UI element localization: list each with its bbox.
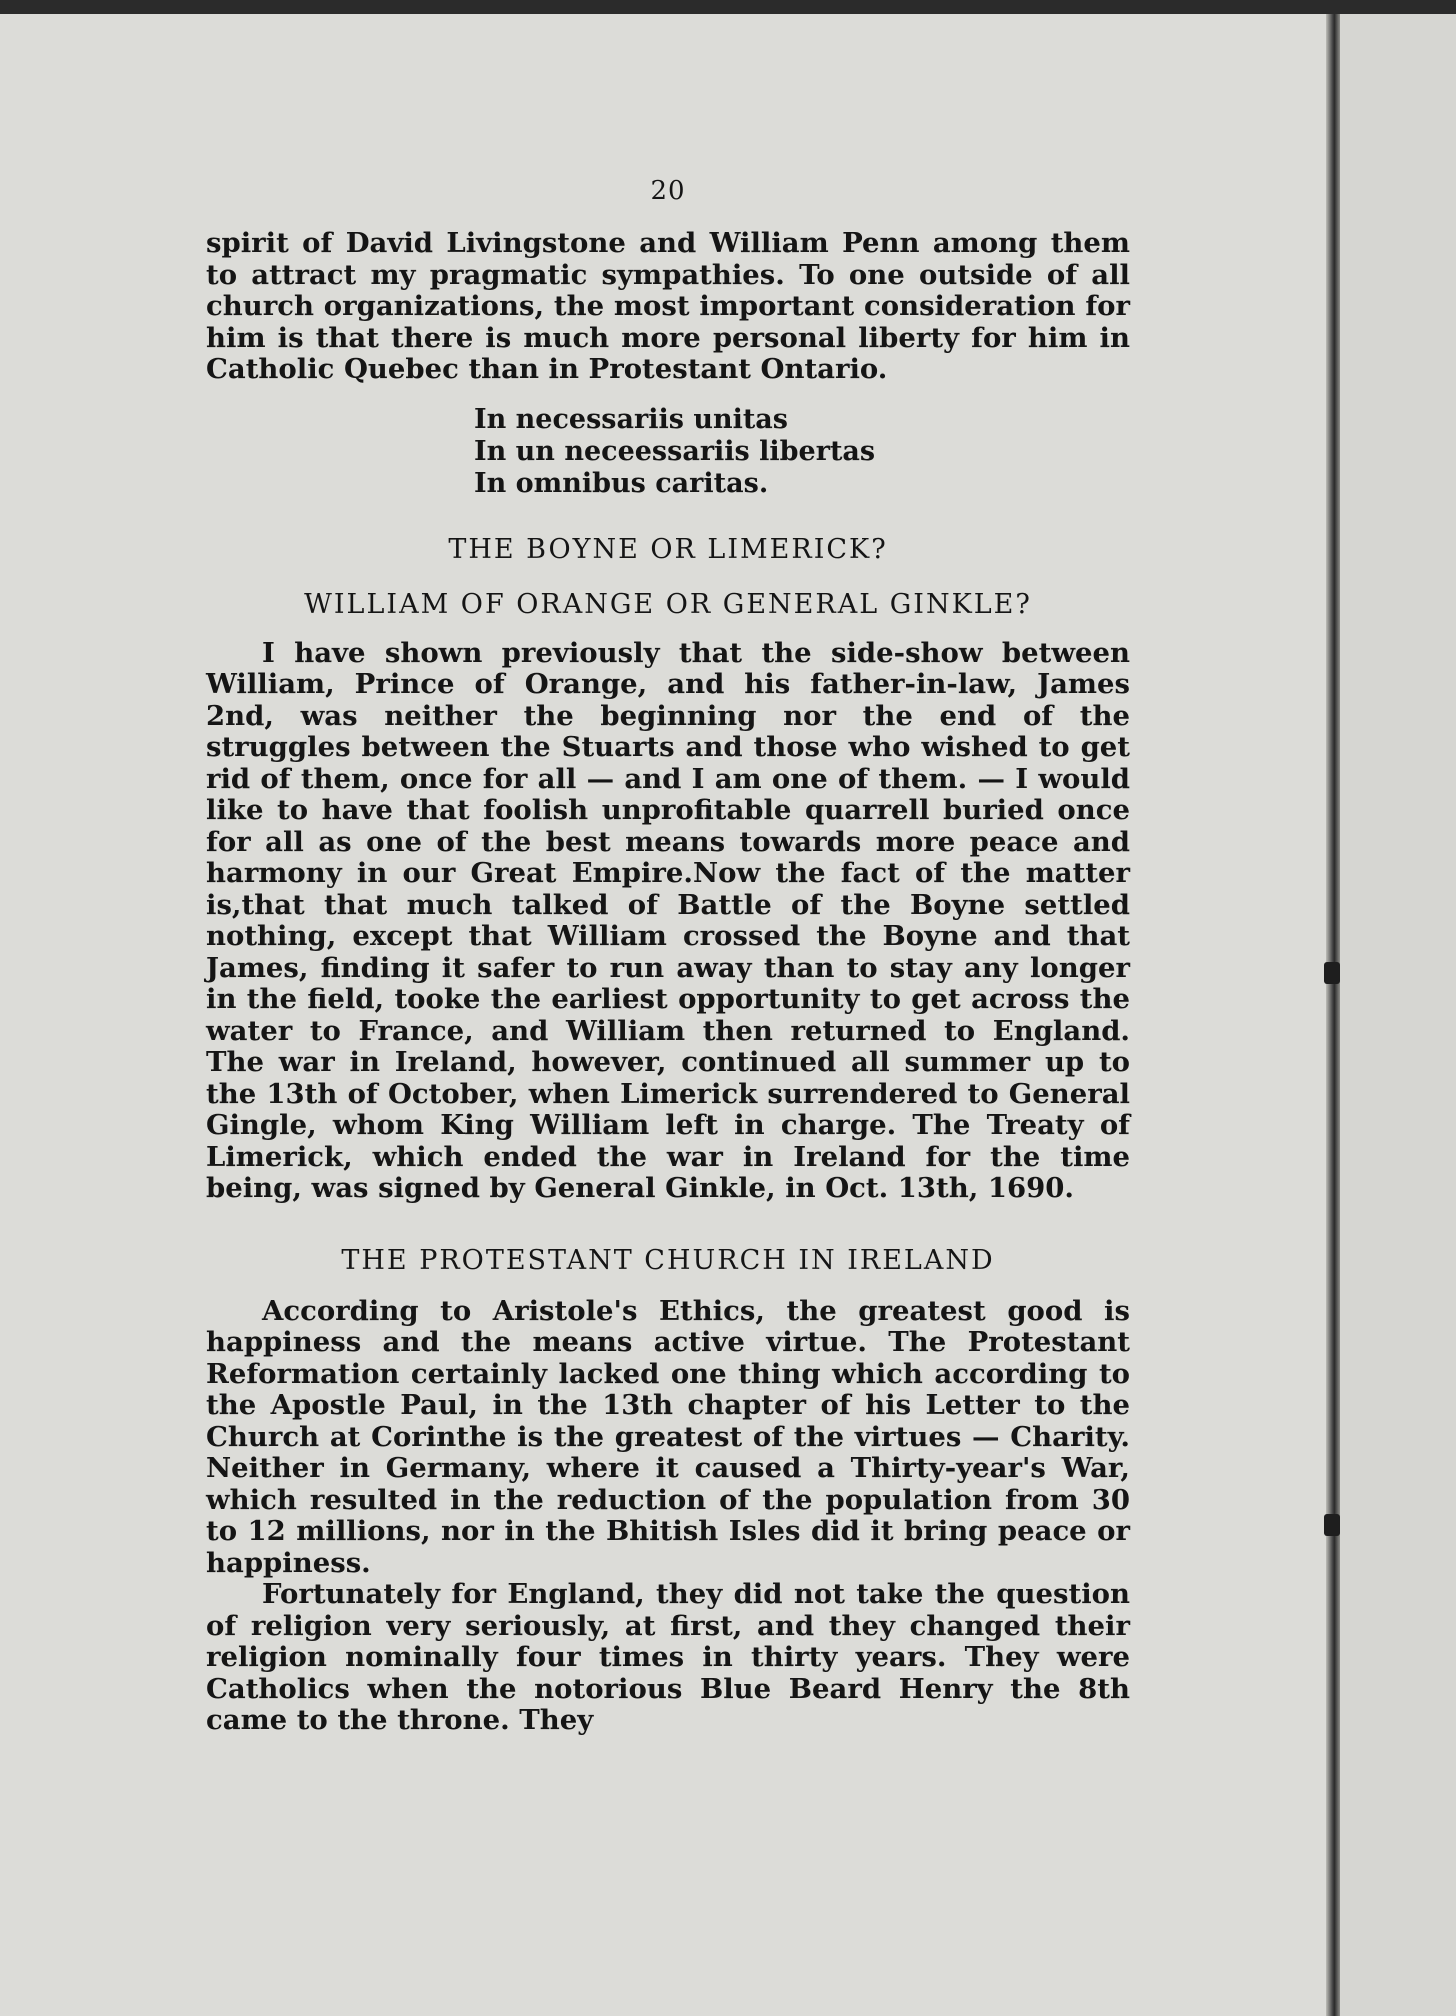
- latin-line: In necessariis unitas: [474, 403, 789, 435]
- church-paragraph-2: Fortunately for England, they did not take the question of religion very seriously, at first, and they changed their religion nominally four times in thirty years. They were Catholics when the notorious Blue Beard Henry the 8th came to the throne. They: [206, 1578, 1130, 1736]
- opening-paragraph: spirit of David Livingstone and William Penn among them to attract my pragmatic sympathies. To one outside of all church organizations, the most important consideration for him is that there is much more personal liberty for him in Catholic Quebec than in Protestant Ontario.: [206, 227, 1130, 385]
- heading-protestant-church: THE PROTESTANT CHURCH IN IRELAND: [341, 1244, 995, 1276]
- boyne-paragraph: I have shown previously that the side-show between William, Prince of Orange, and his father-in-law, James 2nd, was neither the beginning nor the end of the struggles between the Stuarts and those who wished to get rid of them, once for all — and I am one of them. — I would like to have that foolish unprofitable quarrell buried once for all as one of the best means towards more peace and harmony in our Great Empire.Now the fact of the matter is,that that much talked of Battle of the Boyne settled nothing, except that William crossed the Boyne and that James, finding it safer to run away than to stay any longer in the field, tooke the earliest opportunity to get across the water to France, and William then returned to England. The war in Ireland, however, continued all summer up to the 13th of October, when Limerick surrendered to General Gingle, whom King William left in charge. The Treaty of Limerick, which ended the war in Ireland for the time being, was signed by General Ginkle, in Oct. 13th, 1690.: [206, 636, 1130, 1204]
- latin-line: In un neceessariis libertas: [474, 435, 876, 467]
- latin-line: In omnibus caritas.: [474, 467, 769, 499]
- latin-motto: [474, 404, 1130, 500]
- binding-stitch: [1324, 962, 1340, 984]
- heading-boyne-or-limerick: THE BOYNE OR LIMERICK?: [448, 533, 888, 565]
- book-gutter: [1326, 14, 1340, 2016]
- book-page-right-edge: [1340, 14, 1456, 2016]
- page-number: 20: [650, 176, 686, 206]
- binding-stitch: [1324, 1514, 1340, 1536]
- page-text-block: [206, 170, 1130, 1737]
- heading-william-or-ginkle: WILLIAM OF ORANGE OR GENERAL GINKLE?: [304, 588, 1032, 620]
- church-paragraph-1: According to Aristole's Ethics, the greatest good is happiness and the means active virtue. The Protestant Reformation certainly lacked one thing which according to the Apostle Paul, in the 13th chapter of his Letter to the Church at Corinthe is the greatest of the virtues — Charity. Neither in Germany, where it caused a Thirty-year's War, which resulted in the reduction of the population from 30 to 12 millions, nor in the Bhitish Isles did it bring peace or happiness.: [206, 1294, 1130, 1579]
